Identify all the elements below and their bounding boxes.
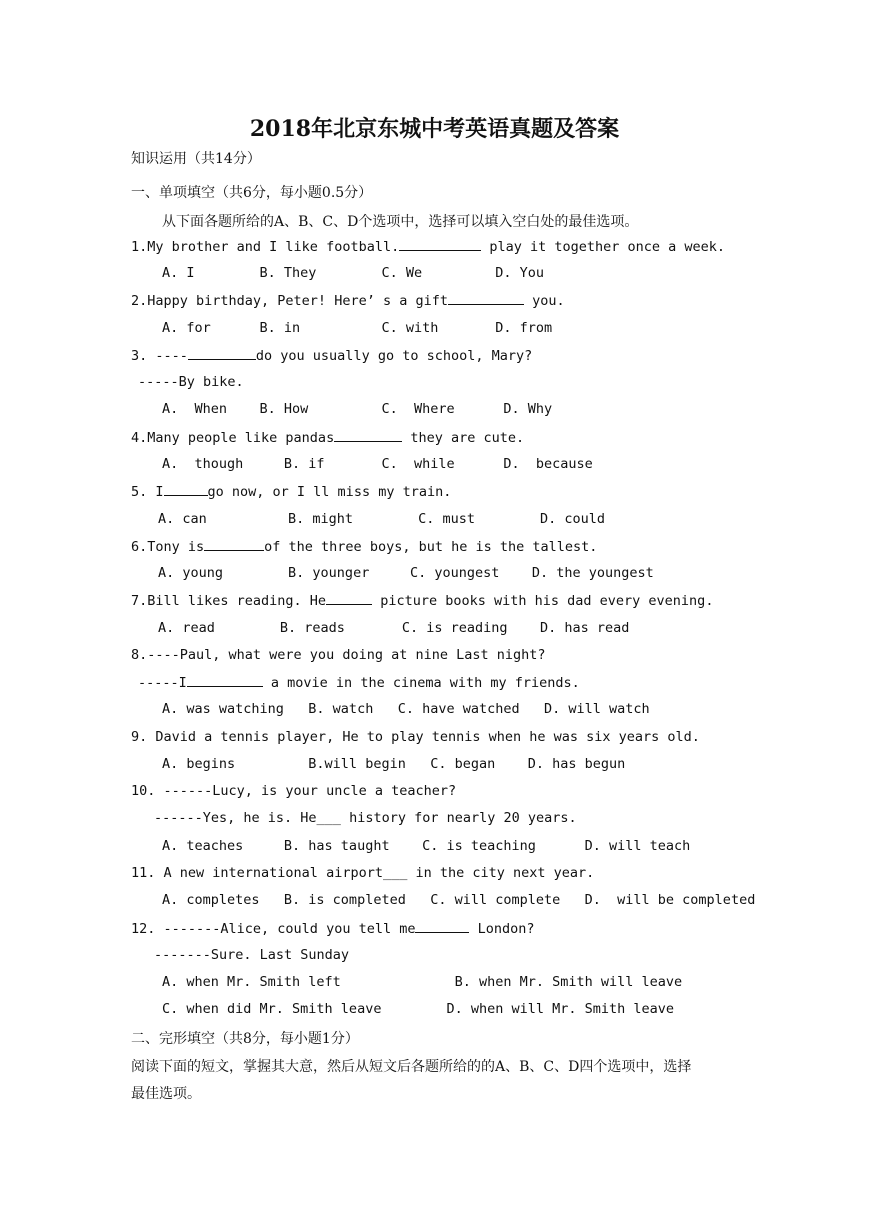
question-1-options: A. I B. They C. We D. You — [162, 265, 545, 281]
question-2-options: A. for B. in C. with D. from — [162, 320, 553, 336]
question-7: 7.Bill likes reading. He picture books with his dad every evening. — [131, 593, 714, 609]
question-10-reply: ------Yes, he is. He___ history for nearly 20 years. — [154, 810, 577, 826]
question-12-options-2: C. when did Mr. Smith leave D. when will Mr. Smith leave — [162, 1001, 675, 1017]
question-3-options: A. When B. How C. Where D. Why — [162, 401, 553, 417]
answer-blank — [326, 592, 372, 605]
question-6: 6.Tony is of the three boys, but he is the tallest. — [131, 539, 598, 555]
question-6-options: A. young B. younger C. youngest D. the youngest — [158, 565, 654, 581]
question-9: 9. David a tennis player, He to play tennis when he was six years old. — [131, 729, 700, 745]
question-10: 10. ------Lucy, is your uncle a teacher? — [131, 783, 457, 799]
answer-blank — [187, 674, 263, 687]
answer-blank — [334, 429, 402, 442]
question-12-reply: -------Sure. Last Sunday — [154, 947, 350, 963]
answer-blank — [399, 238, 481, 251]
section-2-instruction-cont: 最佳选项。 — [131, 1086, 201, 1102]
page-title: 2018年北京东城中考英语真题及答案 — [249, 116, 620, 142]
section-1-instruction: 从下面各题所给的A、B、C、D个选项中，选择可以填入空白处的最佳选项。 — [162, 214, 639, 230]
question-1: 1.My brother and I like football. play it together once a week. — [131, 239, 726, 255]
question-11-options: A. completes B. is completed C. will complete D. will be completed — [162, 892, 756, 908]
answer-blank — [415, 920, 469, 933]
question-12: 12. -------Alice, could you tell me London? — [131, 921, 535, 937]
question-8: 8.----Paul, what were you doing at nine Last night? — [131, 647, 546, 663]
question-5-options: A. can B. might C. must D. could — [158, 511, 606, 527]
question-8-options: A. was watching B. watch C. have watched D. will watch — [162, 701, 650, 717]
question-9-options: A. begins B.will begin C. began D. has begun — [162, 756, 626, 772]
question-3-reply: -----By bike. — [138, 374, 244, 390]
question-4-options: A. though B. if C. while D. because — [162, 456, 593, 472]
question-4: 4.Many people like pandas they are cute. — [131, 430, 525, 446]
answer-blank — [188, 347, 256, 360]
question-12-options: A. when Mr. Smith left B. when Mr. Smith will leave — [162, 974, 683, 990]
question-3: 3. ---- do you usually go to school, Mary? — [131, 348, 533, 364]
answer-blank — [164, 483, 208, 496]
answer-blank — [204, 538, 264, 551]
section-2-heading: 二、完形填空（共8分，每小题1分） — [131, 1031, 359, 1047]
question-11: 11. A new international airport___ in the city next year. — [131, 865, 595, 881]
question-2: 2.Happy birthday, Peter! Here’ s a gift you. — [131, 293, 565, 309]
question-8-reply: -----I a movie in the cinema with my friends. — [138, 675, 580, 691]
answer-blank — [448, 292, 524, 305]
question-10-options: A. teaches B. has taught C. is teaching D. will teach — [162, 838, 691, 854]
question-5: 5. I go now, or I ll miss my train. — [131, 484, 452, 500]
section-heading: 知识运用（共14分） — [131, 151, 261, 167]
section-2-instruction: 阅读下面的短文，掌握其大意，然后从短文后各题所给的的A、B、C、D四个选项中，选择 — [131, 1059, 692, 1075]
section-1-heading: 一、单项填空（共6分，每小题0.5分） — [131, 185, 373, 201]
question-7-options: A. read B. reads C. is reading D. has read — [158, 620, 630, 636]
